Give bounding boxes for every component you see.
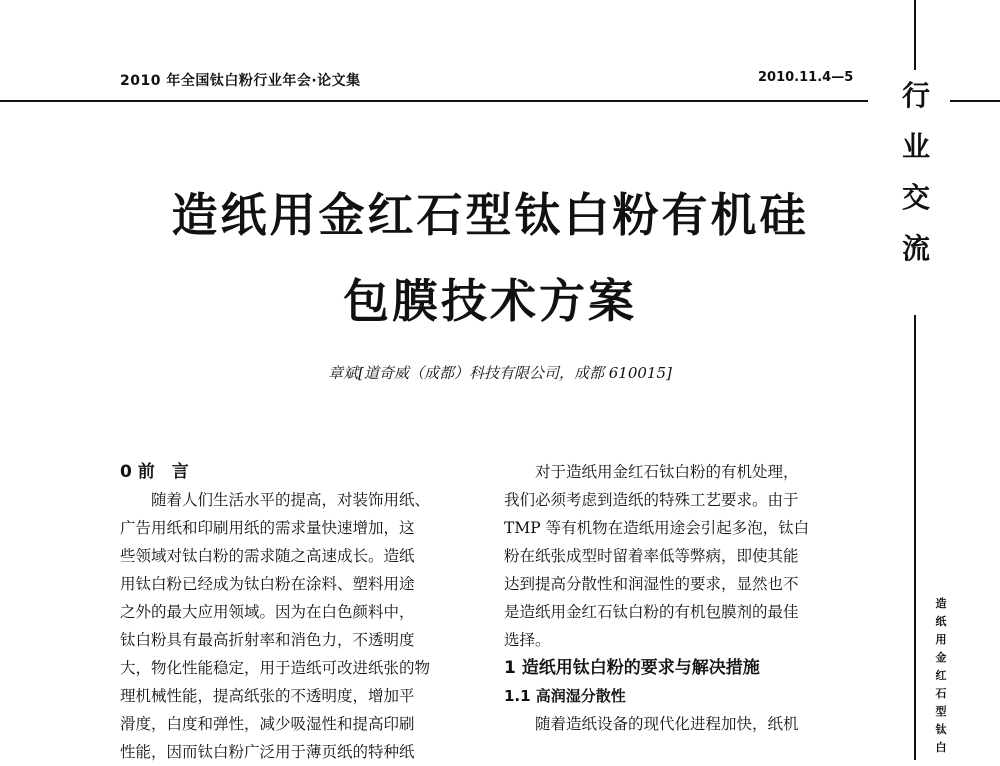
body-line: 性能，因而钛白粉广泛用于薄页纸的特种纸 bbox=[120, 743, 415, 761]
side-running-title-char: 纸 bbox=[935, 615, 947, 628]
running-header-date: 2010.11.4—5 bbox=[758, 70, 854, 85]
body-line: 钛白粉具有最高折射率和消色力，不透明度 bbox=[120, 631, 415, 649]
side-rule-top bbox=[914, 0, 916, 70]
header-rule bbox=[0, 100, 868, 102]
body-line: 达到提高分散性和润湿性的要求，显然也不 bbox=[504, 575, 799, 593]
side-tab-char: 流 bbox=[901, 232, 930, 265]
section-heading-1: 1 造纸用钛白粉的要求与解决措施 bbox=[504, 658, 760, 678]
body-line: 之外的最大应用领域。因为在白色颜料中， bbox=[120, 603, 415, 621]
body-line: 随着人们生活水平的提高，对装饰用纸、 bbox=[151, 491, 431, 509]
subsection-heading-1-1: 1.1 高润湿分散性 bbox=[504, 687, 626, 705]
side-running-title-char: 型 bbox=[935, 705, 947, 718]
body-line: TMP 等有机物在造纸用途会引起多泡，钛白 bbox=[504, 519, 810, 537]
side-running-title-char: 石 bbox=[935, 687, 947, 700]
author-affiliation: 章斌[道奇威（成都）科技有限公司，成都 610015] bbox=[328, 364, 672, 382]
body-line: 粉在纸张成型时留着率低等弊病，即使其能 bbox=[504, 547, 799, 565]
side-running-title-char: 用 bbox=[935, 633, 947, 646]
body-line: 我们必须考虑到造纸的特殊工艺要求。由于 bbox=[504, 491, 799, 509]
body-line: 是造纸用金红石钛白粉的有机包膜剂的最佳 bbox=[504, 603, 799, 621]
paper-title-line-1: 造纸用金红石型钛白粉有机硅 bbox=[171, 188, 809, 242]
side-tab-char: 行 bbox=[901, 79, 930, 112]
body-line: 大，物化性能稳定，用于造纸可改进纸张的物 bbox=[120, 659, 431, 677]
side-running-title-char: 钛 bbox=[935, 723, 947, 736]
body-line: 些领域对钛白粉的需求随之高速成长。造纸 bbox=[120, 547, 415, 565]
side-running-title-char: 造 bbox=[935, 597, 947, 610]
side-running-title-char: 金 bbox=[935, 651, 947, 664]
running-header-left: 2010 年全国钛白粉行业年会·论文集 bbox=[120, 73, 361, 89]
side-running-title-char: 红 bbox=[935, 669, 947, 682]
body-line: 随着造纸设备的现代化进程加快，纸机 bbox=[535, 715, 799, 733]
paper-title-line-2: 包膜技术方案 bbox=[343, 274, 637, 328]
side-tab-char: 交 bbox=[901, 181, 930, 214]
body-line: 对于造纸用金红石钛白粉的有机处理， bbox=[535, 463, 799, 481]
body-line: 广告用纸和印刷用纸的需求量快速增加，这 bbox=[120, 519, 415, 537]
side-tab-char: 业 bbox=[901, 130, 930, 163]
section-heading-preface: 0 前 言 bbox=[120, 462, 189, 482]
side-rule-bottom bbox=[914, 315, 916, 760]
left-column bbox=[120, 458, 460, 766]
body-line: 用钛白粉已经成为钛白粉在涂料、塑料用途 bbox=[120, 575, 415, 593]
body-line: 理机械性能，提高纸张的不透明度，增加平 bbox=[120, 687, 415, 705]
right-column bbox=[504, 458, 844, 738]
body-line: 滑度，白度和弹性，减少吸湿性和提高印刷 bbox=[120, 715, 415, 733]
body-line: 选择。 bbox=[504, 631, 551, 649]
side-running-title-char: 白 bbox=[935, 741, 947, 754]
header-rule-right bbox=[950, 100, 1000, 102]
